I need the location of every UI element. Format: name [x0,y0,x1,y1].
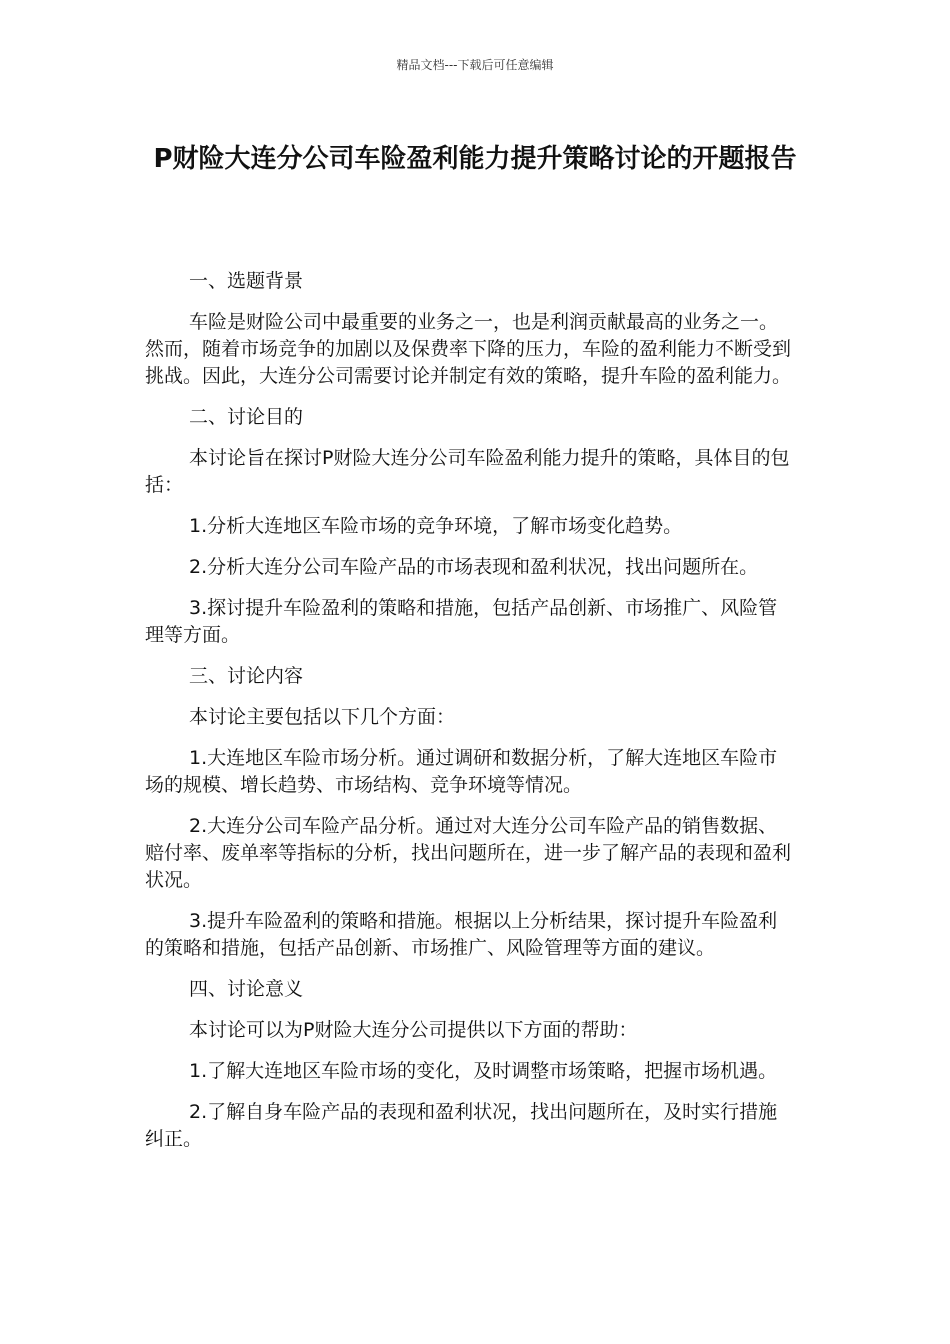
list-item-content-1: 1.大连地区车险市场分析。通过调研和数据分析，了解大连地区车险市场的规模、增长趋势、市场结构、竞争环境等情况。 [145,747,778,796]
paragraph-purpose-intro: 本讨论旨在探讨P财险大连分公司车险盈利能力提升的策略，具体目的包括： [145,447,790,496]
document-title: P财险大连分公司车险盈利能力提升策略讨论的开题报告 [153,144,797,174]
list-item-purpose-3: 3.探讨提升车险盈利的策略和措施，包括产品创新、市场推广、风险管理等方面。 [145,597,778,646]
paragraph-background: 车险是财险公司中最重要的业务之一，也是利润贡献最高的业务之一。然而，随着市场竞争的加剧以及保费率下降的压力，车险的盈利能力不断受到挑战。因此，大连分公司需要讨论并制定有效的策略，提升车险的盈利能力。 [145,311,792,387]
list-item-purpose-1: 1.分析大连地区车险市场的竞争环境，了解市场变化趋势。 [189,515,683,537]
header-note: 精品文档---下载后可任意编辑 [396,58,554,72]
section-heading-content: 三、讨论内容 [189,665,304,687]
paragraph-significance-intro: 本讨论可以为P财险大连分公司提供以下方面的帮助： [189,1019,638,1041]
document-body [145,268,795,1167]
list-item-significance-2: 2.了解自身车险产品的表现和盈利状况，找出问题所在，及时实行措施纠正。 [145,1101,778,1150]
section-heading-significance: 四、讨论意义 [189,978,304,1000]
list-item-content-2: 2.大连分公司车险产品分析。通过对大连分公司车险产品的销售数据、赔付率、废单率等指标的分析，找出问题所在，进一步了解产品的表现和盈利状况。 [145,815,792,891]
list-item-content-3: 3.提升车险盈利的策略和措施。根据以上分析结果，探讨提升车险盈利的策略和措施，包括产品创新、市场推广、风险管理等方面的建议。 [145,910,778,959]
section-heading-background: 一、选题背景 [189,270,304,292]
list-item-purpose-2: 2.分析大连分公司车险产品的市场表现和盈利状况，找出问题所在。 [189,556,759,578]
paragraph-content-intro: 本讨论主要包括以下几个方面： [189,706,456,728]
section-heading-purpose: 二、讨论目的 [189,406,304,428]
list-item-significance-1: 1.了解大连地区车险市场的变化，及时调整市场策略，把握市场机遇。 [189,1060,778,1082]
